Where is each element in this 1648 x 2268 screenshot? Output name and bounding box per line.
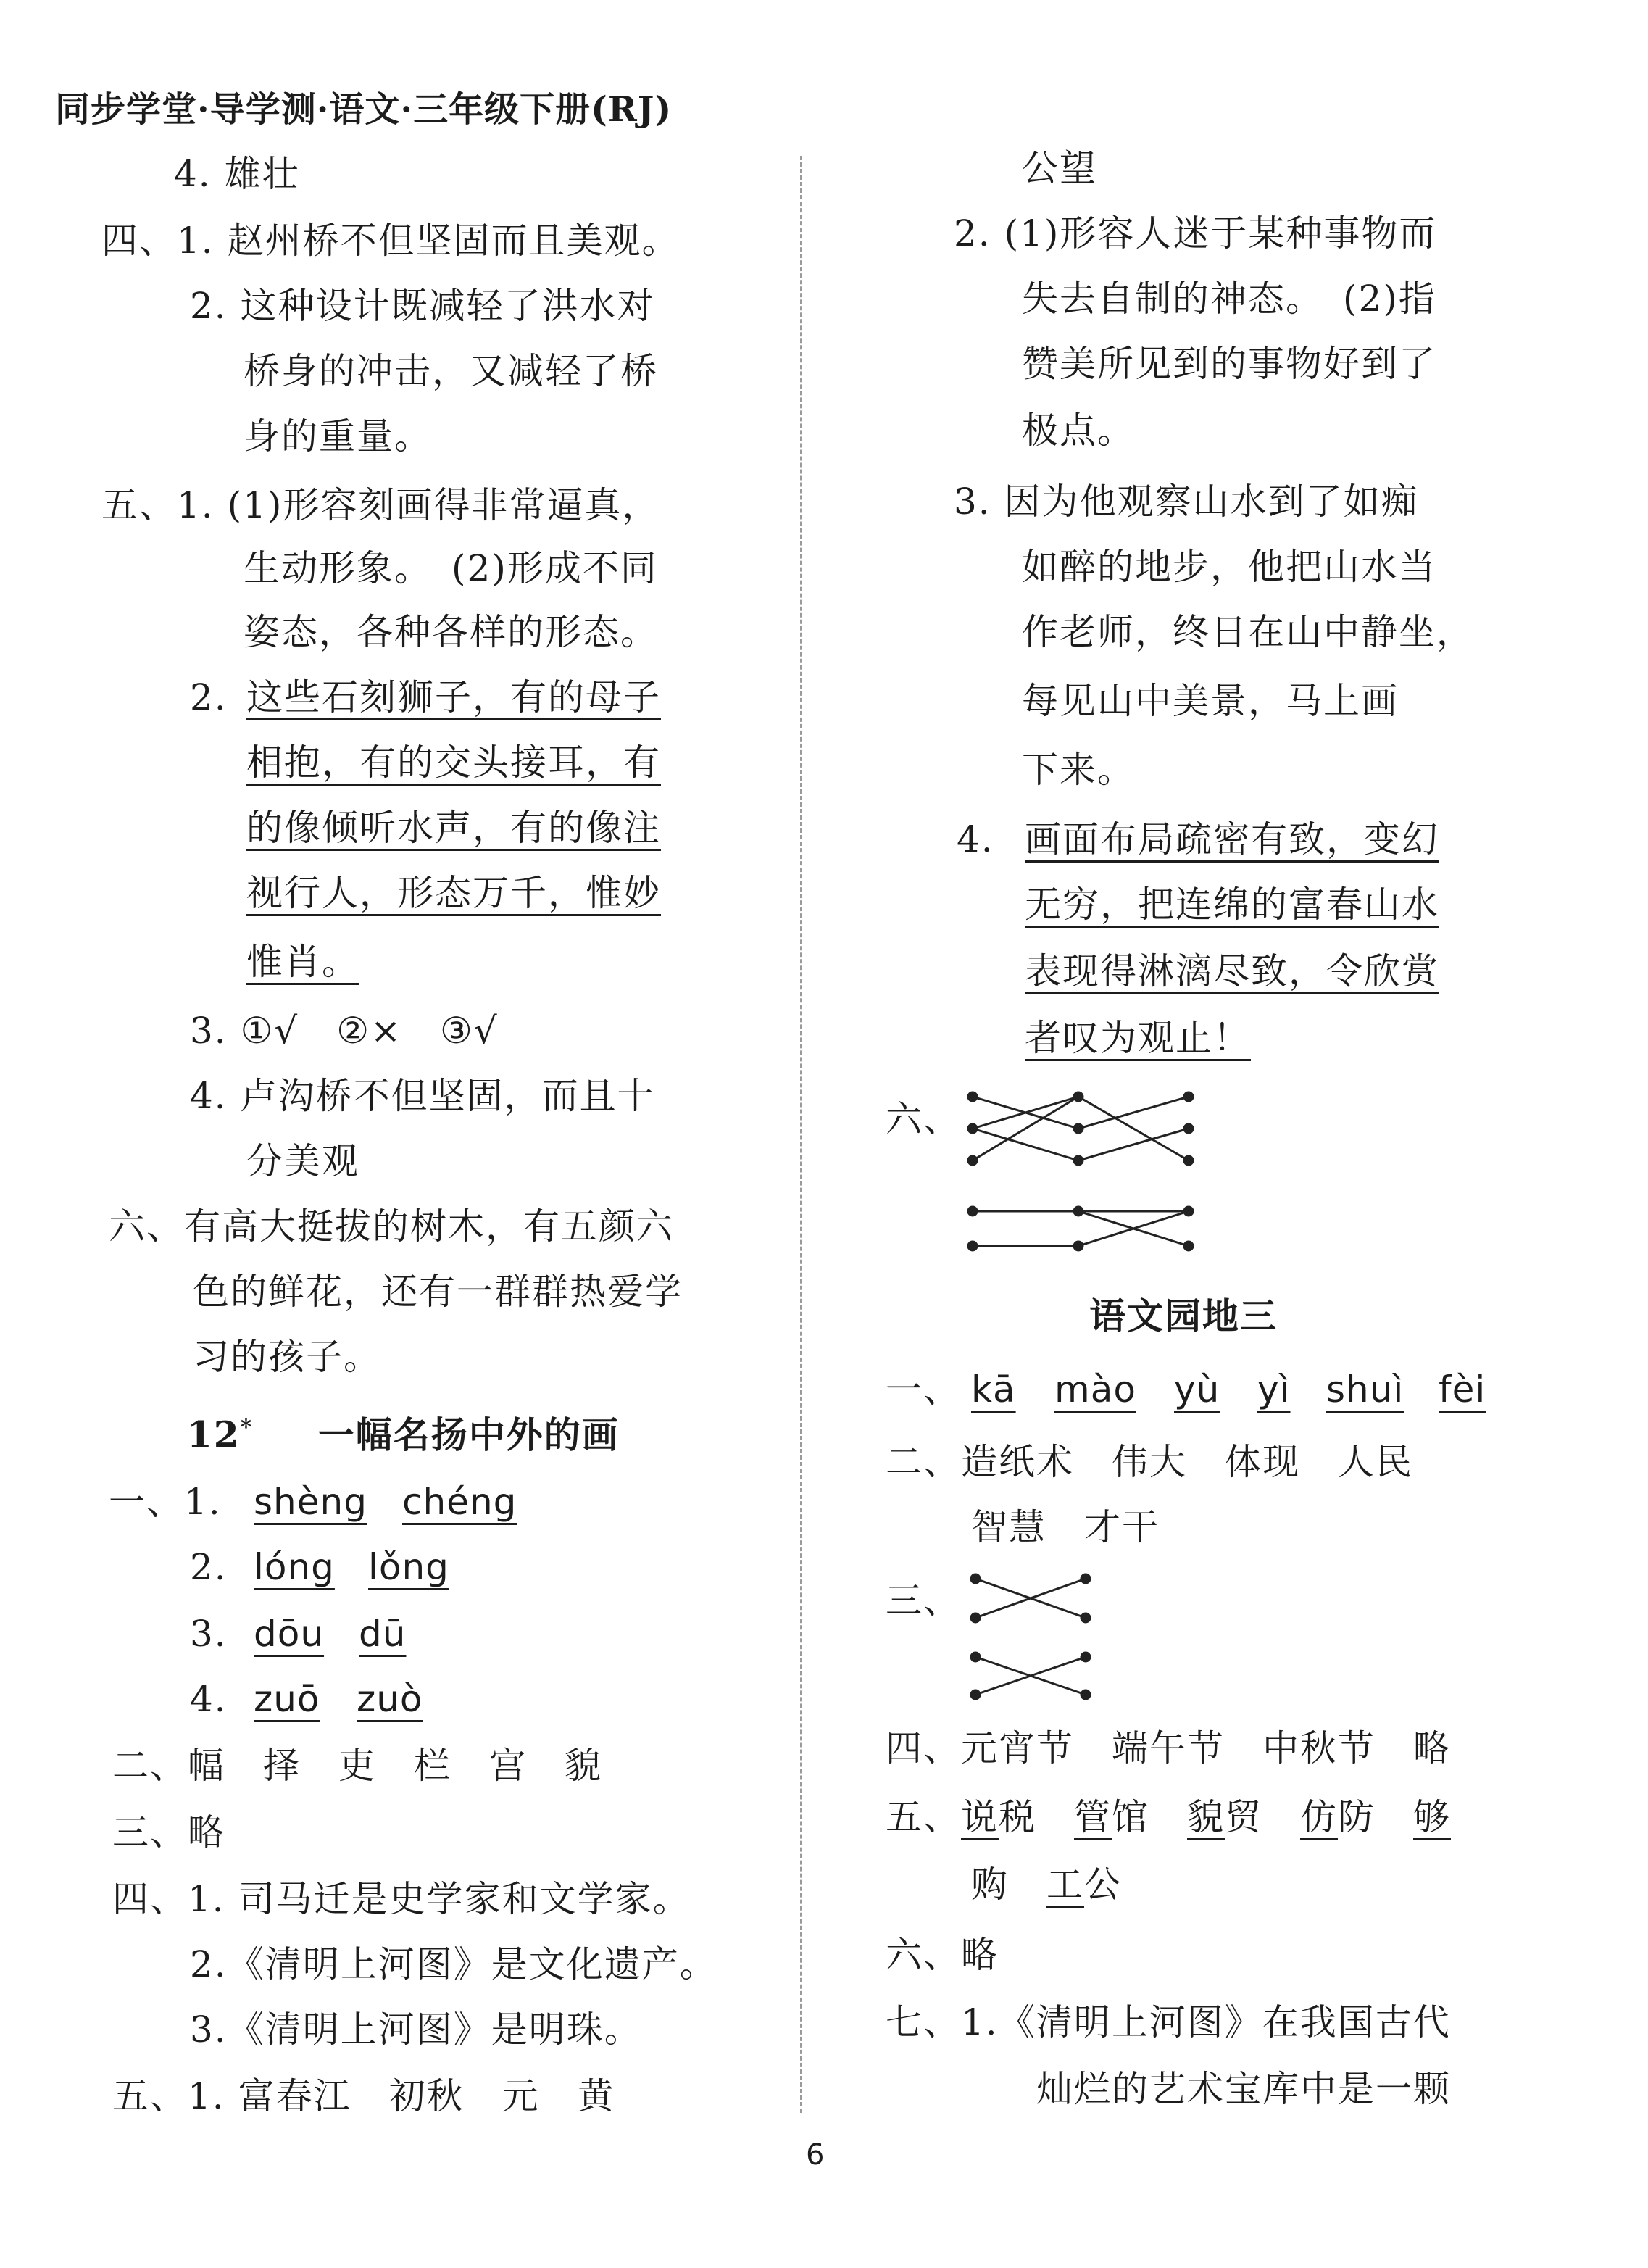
char: 公 xyxy=(1084,1864,1122,1906)
lesson-star: * xyxy=(240,1415,254,1440)
underlined-char: 工 xyxy=(1046,1864,1084,1906)
answer-line: 四、1. 赵州桥不但坚固而且美观。 xyxy=(101,220,680,262)
answer-line: 公望 xyxy=(1022,147,1097,189)
answer-line: 生动形象。 (2)形成不同 xyxy=(244,547,658,589)
underlined-char: 说 xyxy=(961,1796,999,1838)
answer-line: 4. 雄壮 xyxy=(174,153,300,195)
answer-line: 如醉的地步，他把山水当 xyxy=(1022,546,1436,588)
pinyin: shèng xyxy=(254,1481,367,1523)
answer-line: 七、1.《清明上河图》在我国古代 xyxy=(886,2001,1451,2043)
underlined-answer: 相抱，有的交头接耳，有 xyxy=(246,742,661,784)
answer-line: 二、幅 择 吏 栏 宫 貌 xyxy=(112,1745,602,1787)
underlined-char: 够 xyxy=(1413,1796,1451,1838)
underlined-answer: 者叹为观止！ xyxy=(1025,1017,1251,1059)
char: 贸 xyxy=(1225,1796,1262,1838)
matching-diagram-2 xyxy=(964,1566,1109,1703)
answer-line: 五、1. 富春江 初秋 元 黄 xyxy=(112,2075,615,2117)
underlined-answer: 表现得淋漓尽致，令欣赏 xyxy=(1025,950,1439,992)
answer-line: 2. (1)形容人迷于某种事物而 xyxy=(954,212,1437,254)
answer-line: 三、略 xyxy=(112,1811,225,1853)
underlined-answer: 的像倾听水声，有的像注 xyxy=(246,807,661,849)
answer-label: 4. xyxy=(190,1678,228,1720)
answer-line: 作老师，终日在山中静坐， xyxy=(1022,611,1474,653)
char: 馆 xyxy=(1112,1796,1149,1838)
lesson-title xyxy=(187,1405,620,1458)
underlined-char: 仿 xyxy=(1300,1796,1338,1838)
underlined-answer: 画面布局疏密有致，变幻 xyxy=(1025,818,1439,860)
answer-line: 赞美所见到的事物好到了 xyxy=(1022,343,1436,385)
matching-diagram-1 xyxy=(964,1084,1210,1272)
underlined-answer: 惟肖。 xyxy=(246,941,359,983)
answer-label: 一、1. xyxy=(109,1481,222,1523)
answer-line: 失去自制的神态。 (2)指 xyxy=(1022,278,1436,320)
answer-label: 五、 xyxy=(886,1796,961,1838)
answer-line: 3. 因为他观察山水到了如痴 xyxy=(954,481,1419,523)
answer-line: 3.《清明上河图》是明珠。 xyxy=(190,2009,642,2051)
char: 税 xyxy=(999,1796,1036,1838)
answer-line: 3. ①√ ②× ③√ xyxy=(190,1010,499,1052)
pinyin: fèi xyxy=(1439,1368,1486,1411)
answer-line: 色的鲜花，还有一群群热爱学 xyxy=(193,1271,683,1313)
pinyin: lóng xyxy=(254,1546,335,1588)
page-number: 6 xyxy=(806,2138,825,2172)
answer-line: 五、1. (1)形容刻画得非常逼真， xyxy=(101,484,660,526)
answer-line: 2. 这种设计既减轻了洪水对 xyxy=(190,285,655,327)
answer-label: 2. xyxy=(190,1546,228,1588)
column-divider xyxy=(800,156,802,2113)
char: 防 xyxy=(1338,1796,1376,1838)
lesson-number: 12 xyxy=(187,1413,241,1456)
answer-line: 六、略 xyxy=(886,1934,999,1976)
pinyin: shuì xyxy=(1326,1368,1404,1411)
answer-line: 姿态，各种各样的形态。 xyxy=(244,611,658,653)
underlined-answer: 视行人，形态万千，惟妙 xyxy=(246,872,661,914)
underlined-answer: 无穷，把连绵的富春山水 xyxy=(1025,884,1439,926)
answer-label: 三、 xyxy=(886,1579,961,1621)
underlined-char: 管 xyxy=(1074,1796,1112,1838)
section-title: 语文园地三 xyxy=(1089,1295,1278,1337)
pinyin: dū xyxy=(359,1613,407,1655)
answer-line: 每见山中美景，马上画 xyxy=(1022,680,1399,722)
answer-number: 2. xyxy=(190,676,228,718)
lesson-name: 一幅名扬中外的画 xyxy=(317,1413,620,1456)
answer-line: 4. 卢沟桥不但坚固，而且十 xyxy=(190,1075,655,1117)
answer-line: 分美观 xyxy=(246,1140,359,1182)
answer-line: 智慧 才干 xyxy=(971,1506,1160,1548)
answer-line: 灿烂的艺术宝库中是一颗 xyxy=(1036,2068,1451,2110)
answer-line xyxy=(886,1794,1451,1840)
pinyin: zuō xyxy=(254,1678,320,1720)
answer-line: 四、1. 司马迁是史学家和文学家。 xyxy=(112,1878,691,1920)
answer-line: 习的孩子。 xyxy=(193,1336,381,1378)
answer-label: 3. xyxy=(190,1613,228,1655)
answer-line: 桥身的冲击，又减轻了桥 xyxy=(244,350,658,392)
underlined-char: 貌 xyxy=(1187,1796,1225,1838)
pinyin: yì xyxy=(1257,1368,1291,1411)
answer-label: 六、 xyxy=(886,1098,961,1140)
answer-line: 下来。 xyxy=(1022,749,1135,791)
pinyin: kā xyxy=(971,1368,1016,1411)
answer-line: 六、有高大挺拔的树木，有五颜六 xyxy=(109,1205,674,1247)
underlined-answer: 这些石刻狮子，有的母子 xyxy=(246,676,661,718)
answer-line: 四、元宵节 端午节 中秋节 略 xyxy=(886,1727,1451,1769)
pinyin: mào xyxy=(1054,1368,1136,1411)
answer-line xyxy=(971,1861,1122,1908)
char: 购 xyxy=(971,1864,1009,1906)
answer-line: 身的重量。 xyxy=(244,415,432,457)
answer-label: 一、 xyxy=(886,1368,961,1411)
pinyin: yù xyxy=(1174,1368,1220,1411)
pinyin: lǒng xyxy=(368,1546,449,1588)
answer-line: 极点。 xyxy=(1022,410,1135,452)
pinyin: chéng xyxy=(402,1481,517,1523)
answer-line: 二、造纸术 伟大 体现 人民 xyxy=(886,1441,1413,1483)
page-header: 同步学堂·导学测·语文·三年级下册(RJ) xyxy=(55,89,673,130)
pinyin: zuò xyxy=(357,1678,423,1720)
pinyin: dōu xyxy=(254,1613,325,1655)
answer-number: 4. xyxy=(957,818,994,860)
answer-line: 2.《清明上河图》是文化遗产。 xyxy=(190,1943,717,1985)
